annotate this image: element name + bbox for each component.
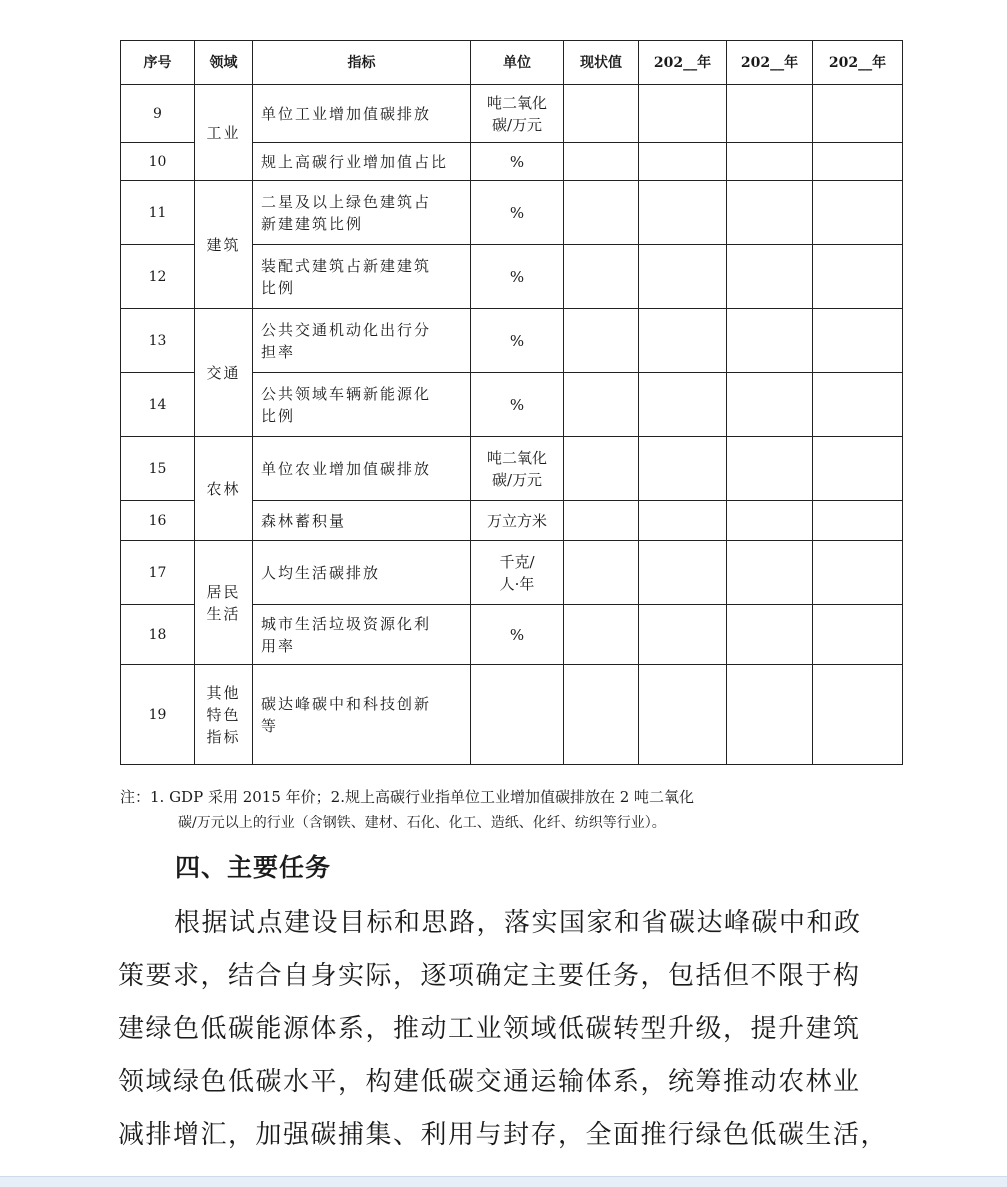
unit-cell xyxy=(471,541,564,605)
year-cell xyxy=(727,605,813,665)
domain-cell-living xyxy=(195,541,253,665)
row-number: 9 xyxy=(121,85,195,143)
current-value-cell xyxy=(564,373,639,437)
indicator-text: 比例 xyxy=(261,406,296,425)
indicator-text: 单位农业增加值碳排放 xyxy=(261,459,432,478)
indicator-text: 公共交通机动化出行分 xyxy=(261,320,432,339)
row-number: 19 xyxy=(121,665,195,765)
year-cell xyxy=(813,85,903,143)
header-cell-year-3: 202__年 xyxy=(813,41,903,85)
unit-text: % xyxy=(509,152,525,171)
indicator-text: 新建建筑比例 xyxy=(261,214,364,233)
indicator-cell xyxy=(253,85,471,143)
viewer-bottom-bar xyxy=(0,1176,1007,1187)
unit-cell xyxy=(471,665,564,765)
year-cell xyxy=(639,143,727,181)
year-cell xyxy=(639,85,727,143)
unit-text: % xyxy=(509,203,525,222)
unit-text: 碳/万元 xyxy=(491,470,543,489)
domain-cell-building xyxy=(195,181,253,309)
indicator-cell xyxy=(253,181,471,245)
domain-cell-industry xyxy=(195,85,253,181)
current-value-cell xyxy=(564,605,639,665)
table-row xyxy=(121,85,903,143)
row-number: 14 xyxy=(121,373,195,437)
year-cell xyxy=(727,309,813,373)
indicator-text: 二星及以上绿色建筑占 xyxy=(261,192,432,211)
current-value-cell xyxy=(564,181,639,245)
table-header-row xyxy=(121,41,903,85)
unit-text: 吨二氧化 xyxy=(486,448,547,467)
row-number: 12 xyxy=(121,245,195,309)
row-number: 10 xyxy=(121,143,195,181)
header-cell-domain: 领域 xyxy=(195,41,253,85)
indicator-text: 碳达峰碳中和科技创新 xyxy=(261,694,432,713)
unit-text: 人·年 xyxy=(499,574,535,593)
domain-label: 指标 xyxy=(206,727,241,746)
year-cell xyxy=(727,181,813,245)
year-cell xyxy=(727,665,813,765)
indicator-cell xyxy=(253,309,471,373)
unit-cell xyxy=(471,85,564,143)
unit-text: 碳/万元 xyxy=(491,115,543,134)
year-cell xyxy=(639,181,727,245)
paragraph-line: 策要求，结合自身实际，逐项确定主要任务，包括但不限于构 xyxy=(118,961,861,991)
indicator-text: 担率 xyxy=(261,342,296,361)
body-paragraph xyxy=(118,897,888,1162)
paragraph-line: 领域绿色低碳水平，构建低碳交通运输体系，统筹推动农林业 xyxy=(118,1067,861,1097)
indicator-cell xyxy=(253,437,471,501)
row-number: 15 xyxy=(121,437,195,501)
domain-label: 生活 xyxy=(206,604,241,623)
paragraph-line: 建绿色低碳能源体系，推动工业领域低碳转型升级，提升建筑 xyxy=(118,1014,861,1044)
year-cell xyxy=(813,181,903,245)
paragraph-line: 减排增汇，加强碳捕集、利用与封存，全面推行绿色低碳生活， xyxy=(118,1120,889,1150)
indicator-text: 森林蓄积量 xyxy=(261,511,347,530)
row-number: 17 xyxy=(121,541,195,605)
current-value-cell xyxy=(564,501,639,541)
current-value-cell xyxy=(564,143,639,181)
indicator-cell xyxy=(253,245,471,309)
row-number: 11 xyxy=(121,181,195,245)
year-cell xyxy=(639,541,727,605)
domain-label: 建筑 xyxy=(206,235,241,254)
header-cell-unit: 单位 xyxy=(471,41,564,85)
unit-text: 千克/ xyxy=(499,552,535,571)
year-cell xyxy=(813,605,903,665)
year-cell xyxy=(813,501,903,541)
current-value-cell xyxy=(564,665,639,765)
year-cell xyxy=(639,665,727,765)
domain-label: 工业 xyxy=(206,123,241,142)
current-value-cell xyxy=(564,85,639,143)
domain-cell-agriculture xyxy=(195,437,253,541)
domain-cell-transport xyxy=(195,309,253,437)
indicator-text: 比例 xyxy=(261,278,296,297)
current-value-cell xyxy=(564,309,639,373)
unit-cell xyxy=(471,181,564,245)
indicator-text: 装配式建筑占新建建筑 xyxy=(261,256,432,275)
domain-cell-other xyxy=(195,665,253,765)
indicator-cell xyxy=(253,605,471,665)
unit-text: % xyxy=(509,267,525,286)
header-cell-indicator: 指标 xyxy=(253,41,471,85)
unit-text: 吨二氧化 xyxy=(486,93,547,112)
indicator-text: 规上高碳行业增加值占比 xyxy=(261,152,449,171)
year-cell xyxy=(639,245,727,309)
year-cell xyxy=(813,143,903,181)
unit-cell xyxy=(471,501,564,541)
domain-label: 特色 xyxy=(206,705,241,724)
indicator-cell xyxy=(253,373,471,437)
domain-label: 居民 xyxy=(206,582,241,601)
table-row xyxy=(121,665,903,765)
current-value-cell xyxy=(564,541,639,605)
row-number: 18 xyxy=(121,605,195,665)
year-cell xyxy=(639,605,727,665)
unit-cell xyxy=(471,245,564,309)
header-cell-current-value: 现状值 xyxy=(564,41,639,85)
indicator-cell xyxy=(253,541,471,605)
row-number: 13 xyxy=(121,309,195,373)
unit-text: % xyxy=(509,331,525,350)
header-cell-no: 序号 xyxy=(121,41,195,85)
header-cell-year-2: 202__年 xyxy=(727,41,813,85)
year-cell xyxy=(639,309,727,373)
current-value-cell xyxy=(564,437,639,501)
header-cell-year-1: 202__年 xyxy=(639,41,727,85)
domain-label: 交通 xyxy=(206,363,241,382)
unit-text: 万立方米 xyxy=(486,511,547,530)
year-cell xyxy=(727,541,813,605)
year-cell xyxy=(813,437,903,501)
year-cell xyxy=(727,501,813,541)
year-cell xyxy=(727,373,813,437)
indicator-text: 公共领域车辆新能源化 xyxy=(261,384,432,403)
note-line-2: 碳/万元以上的行业（含钢铁、建材、石化、化工、造纸、化纤、纺织等行业）。 xyxy=(178,815,666,831)
unit-cell xyxy=(471,373,564,437)
domain-label: 其他 xyxy=(206,683,241,702)
indicator-text: 人均生活碳排放 xyxy=(261,563,381,582)
unit-cell xyxy=(471,605,564,665)
section-heading: 四、主要任务 xyxy=(175,853,332,882)
indicator-cell xyxy=(253,143,471,181)
indicator-cell xyxy=(253,665,471,765)
unit-text: % xyxy=(509,395,525,414)
indicator-text: 城市生活垃圾资源化利 xyxy=(261,614,432,633)
year-cell xyxy=(813,373,903,437)
unit-text: % xyxy=(509,625,525,644)
unit-cell xyxy=(471,143,564,181)
year-cell xyxy=(727,245,813,309)
table-row xyxy=(121,541,903,605)
row-number: 16 xyxy=(121,501,195,541)
year-cell xyxy=(813,665,903,765)
year-cell xyxy=(639,373,727,437)
year-cell xyxy=(813,309,903,373)
year-cell xyxy=(813,245,903,309)
year-cell xyxy=(639,437,727,501)
current-value-cell xyxy=(564,245,639,309)
year-cell xyxy=(727,437,813,501)
year-cell xyxy=(727,85,813,143)
table-note xyxy=(120,784,920,836)
year-cell xyxy=(639,501,727,541)
unit-cell xyxy=(471,309,564,373)
paragraph-line: 根据试点建设目标和思路，落实国家和省碳达峰碳中和政 xyxy=(174,908,862,938)
year-cell xyxy=(727,143,813,181)
table-row xyxy=(121,309,903,373)
indicator-text: 等 xyxy=(261,716,279,735)
indicator-text: 单位工业增加值碳排放 xyxy=(261,104,432,123)
indicator-cell xyxy=(253,501,471,541)
indicator-table xyxy=(120,40,903,765)
unit-cell xyxy=(471,437,564,501)
table-row xyxy=(121,181,903,245)
note-line-1: 注：1. GDP 采用 2015 年价；2.规上高碳行业指单位工业增加值碳排放在 2 吨二氧化 xyxy=(120,788,695,806)
domain-label: 农林 xyxy=(206,479,241,498)
year-cell xyxy=(813,541,903,605)
table-row xyxy=(121,437,903,501)
indicator-text: 用率 xyxy=(261,636,296,655)
